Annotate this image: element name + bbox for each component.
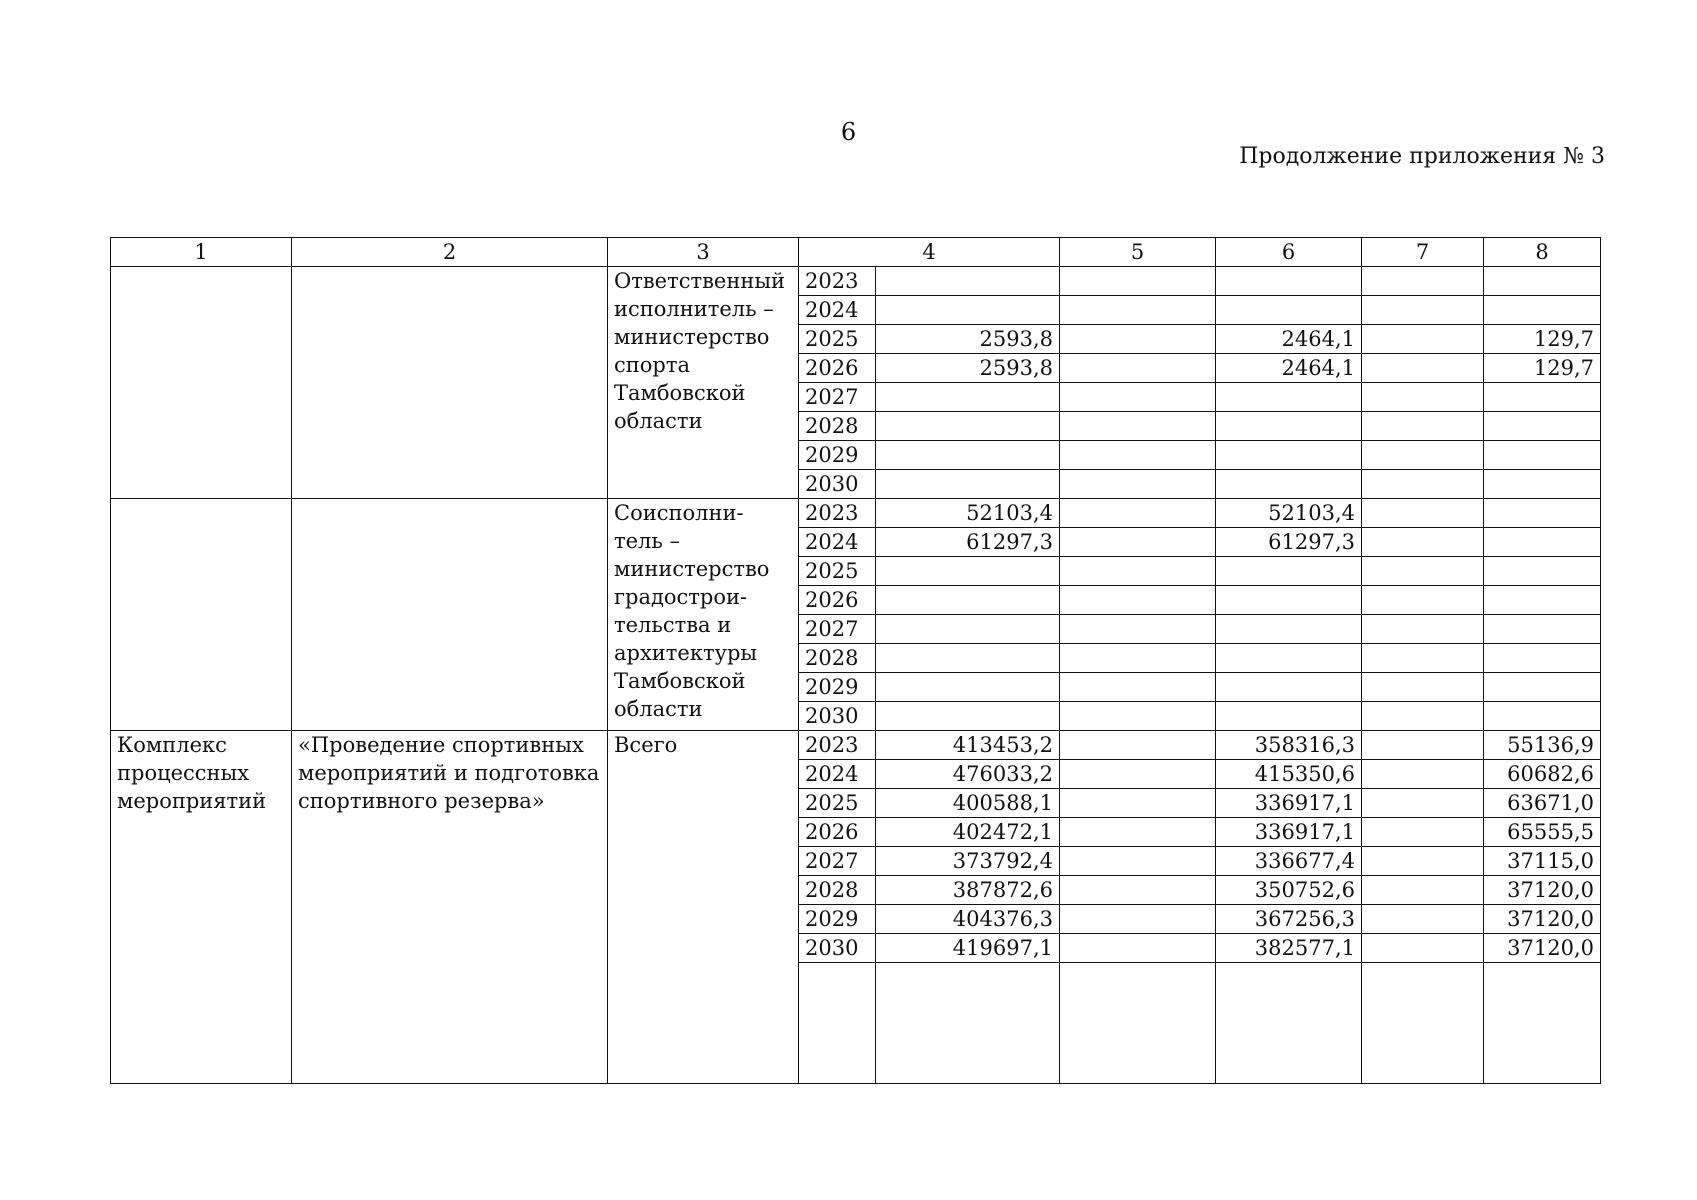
value-cell-5 xyxy=(1060,383,1216,412)
value-cell-4 xyxy=(876,412,1060,441)
group-col3-cell xyxy=(608,499,799,731)
value-cell-4 xyxy=(876,586,1060,615)
value-cell-5 xyxy=(1060,615,1216,644)
empty-cell xyxy=(1362,963,1484,1084)
value-cell-5 xyxy=(1060,702,1216,731)
value-cell-6: 415350,6 xyxy=(1216,760,1362,789)
value-cell-8: 63671,0 xyxy=(1484,789,1601,818)
group-col1-cell xyxy=(111,499,292,731)
funding-table xyxy=(110,237,1601,1084)
value-cell-6: 336917,1 xyxy=(1216,818,1362,847)
header-row xyxy=(111,238,1601,267)
label-line: Соисполни- xyxy=(614,501,744,525)
value-cell-4: 2593,8 xyxy=(876,354,1060,383)
label-line: Ответственный xyxy=(614,269,786,293)
value-cell-8: 37120,0 xyxy=(1484,905,1601,934)
value-cell-6 xyxy=(1216,644,1362,673)
year-cell: 2025 xyxy=(799,789,876,818)
empty-cell xyxy=(876,963,1060,1084)
header-cell-4: 4 xyxy=(799,238,1060,267)
value-cell-6 xyxy=(1216,383,1362,412)
year-cell: 2023 xyxy=(799,731,876,760)
value-cell-8 xyxy=(1484,383,1601,412)
label-line: процессных xyxy=(117,761,250,785)
value-cell-8: 37120,0 xyxy=(1484,876,1601,905)
value-cell-6 xyxy=(1216,441,1362,470)
value-cell-6 xyxy=(1216,267,1362,296)
header-cell-7: 7 xyxy=(1362,238,1484,267)
value-cell-6 xyxy=(1216,615,1362,644)
value-cell-6: 336677,4 xyxy=(1216,847,1362,876)
value-cell-8 xyxy=(1484,267,1601,296)
year-cell: 2028 xyxy=(799,412,876,441)
value-cell-8 xyxy=(1484,296,1601,325)
empty-cell xyxy=(1216,963,1362,1084)
value-cell-7 xyxy=(1362,760,1484,789)
value-cell-5 xyxy=(1060,528,1216,557)
year-cell: 2027 xyxy=(799,847,876,876)
value-cell-8 xyxy=(1484,673,1601,702)
label-line: спортивного резерва» xyxy=(298,789,545,813)
value-cell-8 xyxy=(1484,412,1601,441)
value-cell-7 xyxy=(1362,731,1484,760)
value-cell-7 xyxy=(1362,934,1484,963)
value-cell-4 xyxy=(876,441,1060,470)
empty-cell xyxy=(1060,963,1216,1084)
year-cell: 2023 xyxy=(799,267,876,296)
value-cell-4 xyxy=(876,296,1060,325)
value-cell-6: 52103,4 xyxy=(1216,499,1362,528)
value-cell-7 xyxy=(1362,847,1484,876)
value-cell-7 xyxy=(1362,789,1484,818)
label-line: Тамбовской xyxy=(614,669,746,693)
value-cell-7 xyxy=(1362,644,1484,673)
value-cell-5 xyxy=(1060,412,1216,441)
value-cell-6 xyxy=(1216,586,1362,615)
year-cell: 2029 xyxy=(799,441,876,470)
year-cell: 2028 xyxy=(799,876,876,905)
value-cell-6: 382577,1 xyxy=(1216,934,1362,963)
label-line: мероприятий xyxy=(117,789,267,813)
value-cell-7 xyxy=(1362,586,1484,615)
value-cell-8 xyxy=(1484,644,1601,673)
value-cell-5 xyxy=(1060,557,1216,586)
group-col3-cell xyxy=(608,267,799,499)
header-cell-3: 3 xyxy=(608,238,799,267)
year-cell: 2023 xyxy=(799,499,876,528)
label-line: Всего xyxy=(614,733,678,757)
value-cell-7 xyxy=(1362,673,1484,702)
value-cell-5 xyxy=(1060,325,1216,354)
value-cell-7 xyxy=(1362,412,1484,441)
value-cell-5 xyxy=(1060,760,1216,789)
header-cell-1: 1 xyxy=(111,238,292,267)
continuation-label: Продолжение приложения № 3 xyxy=(1239,144,1605,169)
value-cell-4: 400588,1 xyxy=(876,789,1060,818)
value-cell-7 xyxy=(1362,528,1484,557)
value-cell-8 xyxy=(1484,441,1601,470)
value-cell-5 xyxy=(1060,644,1216,673)
value-cell-5 xyxy=(1060,441,1216,470)
value-cell-8 xyxy=(1484,499,1601,528)
header-cell-8: 8 xyxy=(1484,238,1601,267)
value-cell-6: 367256,3 xyxy=(1216,905,1362,934)
label-line: министерство xyxy=(614,325,770,349)
value-cell-7 xyxy=(1362,267,1484,296)
label-line: Комплекс xyxy=(117,733,227,757)
value-cell-8 xyxy=(1484,470,1601,499)
group-col3-cell xyxy=(608,731,799,1084)
value-cell-4: 419697,1 xyxy=(876,934,1060,963)
value-cell-6: 336917,1 xyxy=(1216,789,1362,818)
header-cell-2: 2 xyxy=(292,238,608,267)
value-cell-5 xyxy=(1060,789,1216,818)
year-cell: 2028 xyxy=(799,644,876,673)
value-cell-5 xyxy=(1060,818,1216,847)
year-cell: 2024 xyxy=(799,296,876,325)
value-cell-4 xyxy=(876,644,1060,673)
group-col1-cell xyxy=(111,731,292,1084)
value-cell-4: 387872,6 xyxy=(876,876,1060,905)
value-cell-5 xyxy=(1060,876,1216,905)
value-cell-7 xyxy=(1362,354,1484,383)
value-cell-5 xyxy=(1060,934,1216,963)
value-cell-6 xyxy=(1216,412,1362,441)
group-col1-cell xyxy=(111,267,292,499)
value-cell-4 xyxy=(876,470,1060,499)
value-cell-6: 2464,1 xyxy=(1216,325,1362,354)
value-cell-6 xyxy=(1216,296,1362,325)
value-cell-8: 37115,0 xyxy=(1484,847,1601,876)
value-cell-4 xyxy=(876,702,1060,731)
value-cell-8: 129,7 xyxy=(1484,354,1601,383)
value-cell-8 xyxy=(1484,586,1601,615)
value-cell-7 xyxy=(1362,905,1484,934)
value-cell-7 xyxy=(1362,325,1484,354)
year-cell: 2024 xyxy=(799,760,876,789)
group-col2-cell xyxy=(292,499,608,731)
value-cell-5 xyxy=(1060,905,1216,934)
value-cell-4: 404376,3 xyxy=(876,905,1060,934)
year-cell: 2025 xyxy=(799,325,876,354)
value-cell-7 xyxy=(1362,615,1484,644)
value-cell-8 xyxy=(1484,702,1601,731)
year-cell: 2027 xyxy=(799,615,876,644)
year-cell: 2030 xyxy=(799,934,876,963)
table-row xyxy=(111,267,1601,296)
value-cell-8: 129,7 xyxy=(1484,325,1601,354)
group-col2-cell xyxy=(292,267,608,499)
value-cell-4 xyxy=(876,267,1060,296)
value-cell-5 xyxy=(1060,847,1216,876)
value-cell-4: 476033,2 xyxy=(876,760,1060,789)
value-cell-8: 60682,6 xyxy=(1484,760,1601,789)
value-cell-4 xyxy=(876,615,1060,644)
label-line: области xyxy=(614,409,703,433)
value-cell-7 xyxy=(1362,818,1484,847)
value-cell-7 xyxy=(1362,470,1484,499)
value-cell-7 xyxy=(1362,557,1484,586)
empty-cell xyxy=(799,963,876,1084)
value-cell-8: 37120,0 xyxy=(1484,934,1601,963)
label-line: мероприятий и подготовка xyxy=(298,761,600,785)
year-cell: 2027 xyxy=(799,383,876,412)
value-cell-6 xyxy=(1216,673,1362,702)
value-cell-6 xyxy=(1216,557,1362,586)
year-cell: 2030 xyxy=(799,470,876,499)
value-cell-4: 402472,1 xyxy=(876,818,1060,847)
value-cell-5 xyxy=(1060,354,1216,383)
value-cell-7 xyxy=(1362,876,1484,905)
value-cell-4: 2593,8 xyxy=(876,325,1060,354)
table-row xyxy=(111,499,1601,528)
value-cell-7 xyxy=(1362,499,1484,528)
table-row xyxy=(111,731,1601,760)
value-cell-4: 52103,4 xyxy=(876,499,1060,528)
header-cell-5: 5 xyxy=(1060,238,1216,267)
year-cell: 2024 xyxy=(799,528,876,557)
value-cell-4: 413453,2 xyxy=(876,731,1060,760)
label-line: тельства и xyxy=(614,613,732,637)
label-line: министерство xyxy=(614,557,770,581)
label-line: «Проведение спортивных xyxy=(298,733,584,757)
value-cell-4: 373792,4 xyxy=(876,847,1060,876)
label-line: градострои- xyxy=(614,585,748,609)
year-cell: 2030 xyxy=(799,702,876,731)
value-cell-8: 65555,5 xyxy=(1484,818,1601,847)
value-cell-5 xyxy=(1060,586,1216,615)
value-cell-6 xyxy=(1216,470,1362,499)
group-col2-cell xyxy=(292,731,608,1084)
value-cell-7 xyxy=(1362,702,1484,731)
label-line: спорта xyxy=(614,353,690,377)
year-cell: 2025 xyxy=(799,557,876,586)
value-cell-8 xyxy=(1484,528,1601,557)
value-cell-5 xyxy=(1060,470,1216,499)
value-cell-8: 55136,9 xyxy=(1484,731,1601,760)
value-cell-6: 61297,3 xyxy=(1216,528,1362,557)
label-line: исполнитель – xyxy=(614,297,774,321)
value-cell-6 xyxy=(1216,702,1362,731)
value-cell-5 xyxy=(1060,267,1216,296)
value-cell-8 xyxy=(1484,615,1601,644)
label-line: области xyxy=(614,697,703,721)
year-cell: 2026 xyxy=(799,354,876,383)
value-cell-4 xyxy=(876,557,1060,586)
value-cell-7 xyxy=(1362,441,1484,470)
value-cell-5 xyxy=(1060,673,1216,702)
label-line: тель – xyxy=(614,529,680,553)
value-cell-4: 61297,3 xyxy=(876,528,1060,557)
value-cell-6: 2464,1 xyxy=(1216,354,1362,383)
year-cell: 2029 xyxy=(799,905,876,934)
value-cell-7 xyxy=(1362,383,1484,412)
value-cell-6: 350752,6 xyxy=(1216,876,1362,905)
header-cell-6: 6 xyxy=(1216,238,1362,267)
year-cell: 2026 xyxy=(799,586,876,615)
value-cell-5 xyxy=(1060,731,1216,760)
value-cell-5 xyxy=(1060,296,1216,325)
value-cell-5 xyxy=(1060,499,1216,528)
page-number: 6 xyxy=(840,118,857,146)
label-line: архитектуры xyxy=(614,641,758,665)
value-cell-7 xyxy=(1362,296,1484,325)
value-cell-6: 358316,3 xyxy=(1216,731,1362,760)
label-line: Тамбовской xyxy=(614,381,746,405)
value-cell-4 xyxy=(876,383,1060,412)
empty-cell xyxy=(1484,963,1601,1084)
year-cell: 2029 xyxy=(799,673,876,702)
year-cell: 2026 xyxy=(799,818,876,847)
value-cell-4 xyxy=(876,673,1060,702)
value-cell-8 xyxy=(1484,557,1601,586)
